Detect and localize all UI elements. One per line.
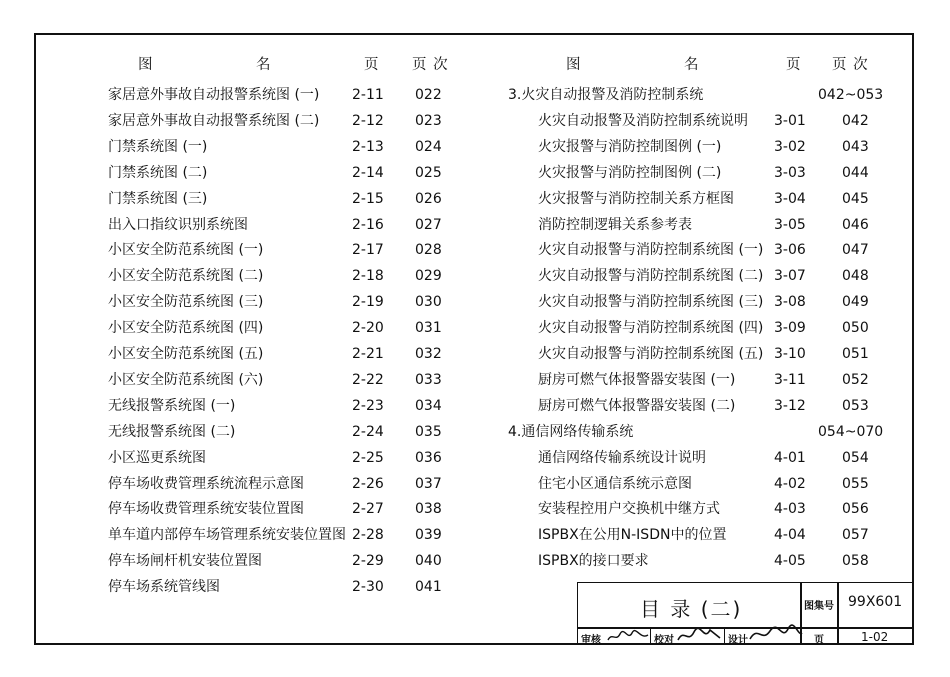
toc-item-page: 2-29 [352, 553, 384, 570]
toc-row [0, 319, 950, 339]
toc-item-page: 3-06 [774, 242, 806, 259]
toc-item-name: 单车道内部停车场管理系统安装位置图 [108, 527, 346, 544]
toc-item-name: 火灾自动报警与消防控制系统图 (四) [538, 320, 764, 337]
toc-row [0, 500, 950, 520]
toc-item-seq: 044 [842, 164, 869, 181]
toc-item-page: 2-14 [352, 164, 384, 181]
toc-item-seq: 054 [842, 449, 869, 466]
toc-row [0, 475, 950, 495]
checker-signature [676, 626, 722, 645]
toc-item-name: 小区安全防范系统图 (二) [108, 268, 264, 285]
left-header-page: 页 [364, 57, 380, 73]
title-block [577, 582, 914, 645]
toc-item-page: 2-26 [352, 475, 384, 492]
toc-row [0, 423, 950, 443]
toc-item-name: 安装程控用户交换机中继方式 [538, 501, 720, 518]
toc-item-seq: 046 [842, 216, 869, 233]
toc-row [0, 138, 950, 158]
toc-item-page: 2-28 [352, 527, 384, 544]
toc-item-name: 门禁系统图 (一) [108, 138, 208, 155]
toc-item-seq: 025 [415, 164, 442, 181]
toc-item-seq: 051 [842, 346, 869, 362]
toc-item-seq: 057 [842, 527, 869, 544]
toc-item-seq: 053 [842, 397, 869, 414]
toc-row [0, 267, 950, 287]
toc-item-name: 火灾自动报警及消防控制系统说明 [538, 112, 748, 129]
left-header-name-2: 名 [256, 57, 272, 73]
toc-item-seq: 031 [415, 320, 442, 337]
toc-item-seq: 029 [415, 268, 442, 285]
toc-item-name: 火灾报警与消防控制图例 (二) [538, 164, 722, 181]
left-header-name-1: 图 [138, 57, 154, 73]
toc-item-seq: 036 [415, 449, 442, 466]
toc-row [0, 293, 950, 313]
toc-item-page: 2-23 [352, 397, 384, 414]
toc-item-name: 小区巡更系统图 [108, 449, 206, 466]
toc-item-name: 厨房可燃气体报警器安装图 (二) [538, 397, 736, 414]
right-header [0, 56, 950, 76]
title-block-sig-divider-1 [650, 628, 651, 645]
toc-item-seq: 040 [415, 553, 442, 570]
toc-item-seq: 052 [842, 371, 869, 388]
toc-row [0, 164, 950, 184]
toc-item-seq: 034 [415, 397, 442, 414]
toc-item-seq: 026 [415, 190, 442, 207]
toc-item-seq: 035 [415, 423, 442, 440]
toc-item-name: 火灾报警与消防控制关系方框图 [538, 190, 734, 207]
toc-item-name: 停车场收费管理系统流程示意图 [108, 475, 304, 492]
toc-item-name: 厨房可燃气体报警器安装图 (一) [538, 371, 736, 388]
review-label: 审核 [581, 635, 601, 646]
toc-row [0, 552, 950, 572]
toc-item-page: 2-19 [352, 294, 384, 311]
toc-item-name: 小区安全防范系统图 (一) [108, 242, 264, 259]
toc-item-name: 家居意外事故自动报警系统图 (一) [108, 87, 320, 103]
atlas-label: 图集号 [804, 601, 834, 612]
toc-row [0, 449, 950, 469]
right-header-name-2: 名 [684, 57, 700, 73]
right-header-page: 页 [786, 57, 802, 73]
toc-item-seq: 049 [842, 294, 869, 311]
toc-item-name: ISPBX在公用N-ISDN中的位置 [538, 527, 727, 544]
toc-item-seq: 048 [842, 268, 869, 285]
toc-item-name: 通信网络传输系统设计说明 [538, 449, 706, 466]
right-header-name-1: 图 [566, 57, 582, 73]
toc-item-page: 3-03 [774, 164, 806, 181]
toc-item-name: 小区安全防范系统图 (六) [108, 371, 264, 388]
toc-item-page: 3-09 [774, 320, 806, 337]
toc-row [0, 371, 950, 391]
toc-item-page: 2-20 [352, 320, 384, 337]
toc-item-seq: 039 [415, 527, 442, 544]
toc-row [0, 526, 950, 546]
toc-row [0, 345, 950, 365]
toc-item-seq: 028 [415, 242, 442, 259]
toc-item-name: 消防控制逻辑关系参考表 [538, 216, 692, 233]
toc-item-name: 火灾报警与消防控制图例 (一) [538, 138, 722, 155]
toc-item-name: 火灾自动报警与消防控制系统图 (三) [538, 294, 764, 311]
title-block-vline-2 [837, 583, 839, 645]
toc-row [0, 112, 950, 132]
toc-row [0, 216, 950, 236]
toc-section-title: 4.通信网络传输系统 [508, 423, 634, 440]
toc-item-page: 3-07 [774, 268, 806, 285]
toc-item-seq: 054~070 [818, 423, 884, 440]
toc-item-name: 停车场收费管理系统安装位置图 [108, 501, 304, 518]
toc-item-page: 4-05 [774, 553, 806, 570]
toc-item-page: 3-01 [774, 112, 806, 129]
toc-item-page: 2-12 [352, 112, 384, 129]
toc-item-name: 停车场闸杆机安装位置图 [108, 553, 262, 570]
toc-item-seq: 037 [415, 475, 442, 492]
toc-item-seq: 047 [842, 242, 869, 259]
toc-item-seq: 056 [842, 501, 869, 518]
toc-item-name: 门禁系统图 (二) [108, 164, 208, 181]
page-label: 页 [814, 635, 824, 646]
toc-item-seq: 030 [415, 294, 442, 311]
title-block-title: 目 录 (二) [640, 597, 743, 621]
reviewer-signature [606, 628, 650, 645]
toc-item-name: 出入口指纹识别系统图 [108, 216, 248, 233]
toc-item-name: 住宅小区通信系统示意图 [538, 475, 692, 492]
toc-item-seq: 027 [415, 216, 442, 233]
design-label: 设计 [728, 635, 748, 646]
toc-item-name: ISPBX的接口要求 [538, 553, 649, 570]
toc-item-seq: 032 [415, 346, 442, 362]
toc-item-seq: 058 [842, 553, 869, 570]
toc-row [0, 86, 950, 106]
toc-item-page: 3-10 [774, 346, 806, 362]
toc-item-page: 4-01 [774, 449, 806, 466]
left-header-seq: 页 次 [412, 57, 449, 73]
toc-item-name: 火灾自动报警与消防控制系统图 (五) [538, 346, 764, 362]
toc-item-seq: 043 [842, 138, 869, 155]
toc-item-name: 火灾自动报警与消防控制系统图 (一) [538, 242, 764, 259]
toc-item-page: 3-02 [774, 138, 806, 155]
toc-item-name: 小区安全防范系统图 (三) [108, 294, 264, 311]
toc-item-page: 2-27 [352, 501, 384, 518]
toc-section-title: 3.火灾自动报警及消防控制系统 [508, 87, 704, 103]
toc-item-page: 2-21 [352, 346, 384, 362]
toc-item-seq: 024 [415, 138, 442, 155]
toc-item-page: 3-04 [774, 190, 806, 207]
title-block-sig-divider-2 [724, 628, 725, 645]
toc-item-page: 2-17 [352, 242, 384, 259]
toc-row [0, 190, 950, 210]
toc-item-page: 2-15 [352, 190, 384, 207]
toc-item-seq: 022 [415, 87, 442, 103]
toc-item-seq: 041 [415, 579, 442, 596]
toc-item-page: 2-13 [352, 138, 384, 155]
toc-item-page: 3-12 [774, 397, 806, 414]
toc-item-page: 3-11 [774, 371, 806, 388]
toc-item-seq: 055 [842, 475, 869, 492]
toc-row [0, 241, 950, 261]
toc-item-name: 门禁系统图 (三) [108, 190, 208, 207]
toc-item-name: 小区安全防范系统图 (五) [108, 346, 264, 362]
right-header-seq: 页 次 [832, 57, 869, 73]
toc-item-seq: 042 [842, 112, 869, 129]
toc-item-name: 小区安全防范系统图 (四) [108, 320, 264, 337]
toc-item-page: 4-02 [774, 475, 806, 492]
toc-item-seq: 033 [415, 371, 442, 388]
toc-item-page: 2-24 [352, 423, 384, 440]
toc-item-page: 4-04 [774, 527, 806, 544]
toc-item-page: 2-22 [352, 371, 384, 388]
designer-signature [748, 623, 804, 645]
toc-item-seq: 023 [415, 112, 442, 129]
check-label: 校对 [654, 635, 674, 646]
toc-item-page: 2-18 [352, 268, 384, 285]
toc-item-page: 2-11 [352, 87, 384, 103]
page-number: 1-02 [861, 630, 889, 644]
toc-row [0, 397, 950, 417]
atlas-number: 99X601 [848, 594, 903, 610]
toc-item-name: 无线报警系统图 (二) [108, 423, 236, 440]
toc-item-page: 3-05 [774, 216, 806, 233]
toc-item-name: 无线报警系统图 (一) [108, 397, 236, 414]
toc-item-page: 4-03 [774, 501, 806, 518]
toc-item-page: 2-16 [352, 216, 384, 233]
toc-item-seq: 045 [842, 190, 869, 207]
toc-item-page: 3-08 [774, 294, 806, 311]
toc-item-seq: 050 [842, 320, 869, 337]
toc-item-seq: 038 [415, 501, 442, 518]
toc-item-page: 2-25 [352, 449, 384, 466]
toc-item-name: 火灾自动报警与消防控制系统图 (二) [538, 268, 764, 285]
toc-item-seq: 042~053 [818, 87, 884, 103]
toc-item-name: 停车场系统管线图 [108, 579, 220, 596]
toc-item-name: 家居意外事故自动报警系统图 (二) [108, 112, 320, 129]
toc-item-page: 2-30 [352, 579, 384, 596]
